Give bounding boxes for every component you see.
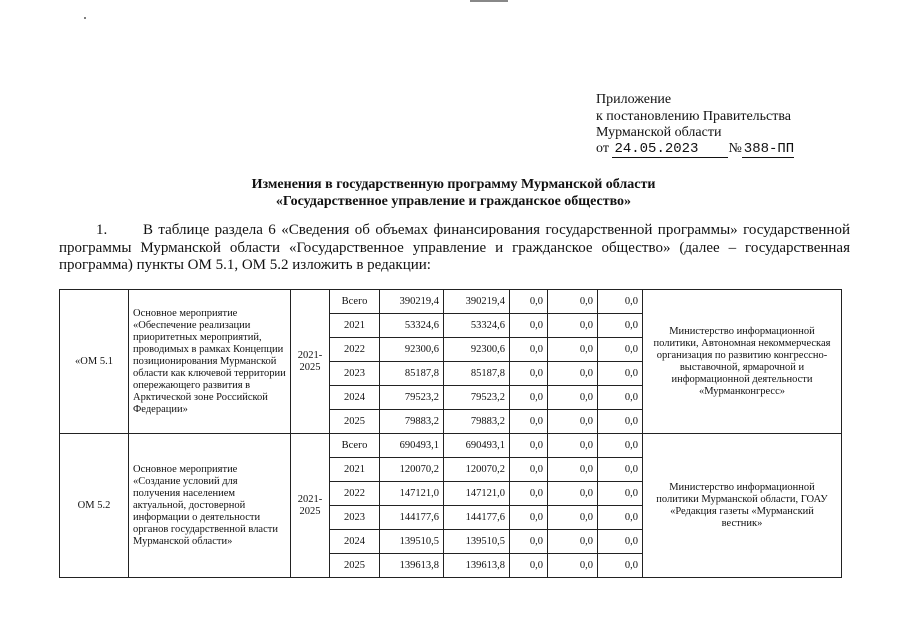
value-regional: 92300,6 (444, 338, 510, 362)
responsible-executor: Министерство информационной политики Мурманской области, ГОАУ «Редакция газеты «Мурманский вестник» (643, 434, 842, 578)
value-local: 0,0 (548, 530, 598, 554)
value-other: 0,0 (598, 506, 643, 530)
value-federal: 0,0 (510, 530, 548, 554)
value-local: 0,0 (548, 554, 598, 578)
value-federal: 0,0 (510, 314, 548, 338)
year-cell: 2025 (330, 554, 380, 578)
value-local: 0,0 (548, 290, 598, 314)
value-local: 0,0 (548, 338, 598, 362)
appendix-block (596, 92, 791, 142)
value-other: 0,0 (598, 434, 643, 458)
value-total: 53324,6 (380, 314, 444, 338)
financing-table-body (60, 290, 842, 578)
program-code: ОМ 5.2 (60, 434, 129, 578)
table-row (60, 290, 842, 314)
value-other: 0,0 (598, 458, 643, 482)
responsible-executor: Министерство информационной политики, Автономная некоммерческая организация по развитию конгрессно-выставочной, ярмарочной и информационной деятельности «Мурманконгресс» (643, 290, 842, 434)
value-total: 79883,2 (380, 410, 444, 434)
value-federal: 0,0 (510, 362, 548, 386)
year-cell: 2025 (330, 410, 380, 434)
value-other: 0,0 (598, 386, 643, 410)
paragraph-number: 1. (96, 222, 108, 238)
financing-table (59, 289, 842, 578)
value-local: 0,0 (548, 482, 598, 506)
document-title: Изменения в государственную программу Мурманской области (251, 177, 656, 192)
value-other: 0,0 (598, 362, 643, 386)
year-cell: 2023 (330, 362, 380, 386)
appendix-line: Приложение (596, 92, 672, 107)
year-cell: 2021 (330, 314, 380, 338)
program-code: «ОМ 5.1 (60, 290, 129, 434)
program-period: 2021-2025 (291, 434, 330, 578)
value-total: 144177,6 (380, 506, 444, 530)
table-row (60, 434, 842, 458)
value-federal: 0,0 (510, 290, 548, 314)
value-other: 0,0 (598, 530, 643, 554)
value-regional: 390219,4 (444, 290, 510, 314)
value-total: 139613,8 (380, 554, 444, 578)
value-local: 0,0 (548, 386, 598, 410)
year-cell: 2021 (330, 458, 380, 482)
program-period: 2021-2025 (291, 290, 330, 434)
value-federal: 0,0 (510, 506, 548, 530)
resolution-date: 24.05.2023 (612, 142, 728, 158)
value-other: 0,0 (598, 338, 643, 362)
value-regional: 690493,1 (444, 434, 510, 458)
paragraph-1 (59, 222, 850, 275)
value-other: 0,0 (598, 410, 643, 434)
value-regional: 53324,6 (444, 314, 510, 338)
value-federal: 0,0 (510, 434, 548, 458)
value-regional: 139510,5 (444, 530, 510, 554)
value-total: 147121,0 (380, 482, 444, 506)
appendix-line: к постановлению Правительства (596, 108, 792, 124)
from-label: от (596, 141, 609, 156)
value-other: 0,0 (598, 482, 643, 506)
value-regional: 79883,2 (444, 410, 510, 434)
value-regional: 79523,2 (444, 386, 510, 410)
year-cell: 2023 (330, 506, 380, 530)
value-federal: 0,0 (510, 482, 548, 506)
year-cell: 2022 (330, 338, 380, 362)
appendix-line: Мурманской области (596, 125, 722, 140)
value-federal: 0,0 (510, 458, 548, 482)
value-federal: 0,0 (510, 410, 548, 434)
value-local: 0,0 (548, 410, 598, 434)
value-regional: 139613,8 (444, 554, 510, 578)
value-total: 79523,2 (380, 386, 444, 410)
document-subtitle: «Государственное управление и гражданское общество» (275, 194, 632, 209)
value-other: 0,0 (598, 554, 643, 578)
number-label: № (728, 141, 742, 156)
program-description: Основное мероприятие «Обеспечение реализации приоритетных мероприятий, проводимых в рамках Концепции позиционирования Мурманской области как ключевой территории опережающего развития в Арктической зоне Российской Федерации» (129, 290, 291, 434)
year-cell: Всего (330, 290, 380, 314)
value-regional: 120070,2 (444, 458, 510, 482)
value-other: 0,0 (598, 290, 643, 314)
program-description: Основное мероприятие «Создание условий для получения населением актуальной, достоверной информации о деятельности органов государственной власти Мурманской области» (129, 434, 291, 578)
value-local: 0,0 (548, 314, 598, 338)
value-total: 139510,5 (380, 530, 444, 554)
value-total: 390219,4 (380, 290, 444, 314)
value-federal: 0,0 (510, 386, 548, 410)
year-cell: Всего (330, 434, 380, 458)
year-cell: 2024 (330, 386, 380, 410)
value-regional: 144177,6 (444, 506, 510, 530)
value-total: 120070,2 (380, 458, 444, 482)
value-regional: 85187,8 (444, 362, 510, 386)
resolution-date-line (596, 141, 794, 158)
paragraph-text: В таблице раздела 6 «Сведения об объемах финансирования государственной программы» государственной программы Мурманской области «Государственное управление и гражданское общество» (далее – государственная программа) пункты ОМ 5.1, ОМ 5.2 изложить в редакции: (59, 222, 850, 273)
value-total: 690493,1 (380, 434, 444, 458)
value-local: 0,0 (548, 362, 598, 386)
value-other: 0,0 (598, 314, 643, 338)
value-total: 92300,6 (380, 338, 444, 362)
value-federal: 0,0 (510, 554, 548, 578)
value-local: 0,0 (548, 506, 598, 530)
value-federal: 0,0 (510, 338, 548, 362)
scan-speck (84, 17, 86, 19)
value-local: 0,0 (548, 458, 598, 482)
value-regional: 147121,0 (444, 482, 510, 506)
year-cell: 2024 (330, 530, 380, 554)
year-cell: 2022 (330, 482, 380, 506)
value-local: 0,0 (548, 434, 598, 458)
scan-artifact-mark (470, 0, 508, 2)
resolution-number: 388-ПП (743, 141, 795, 157)
value-total: 85187,8 (380, 362, 444, 386)
